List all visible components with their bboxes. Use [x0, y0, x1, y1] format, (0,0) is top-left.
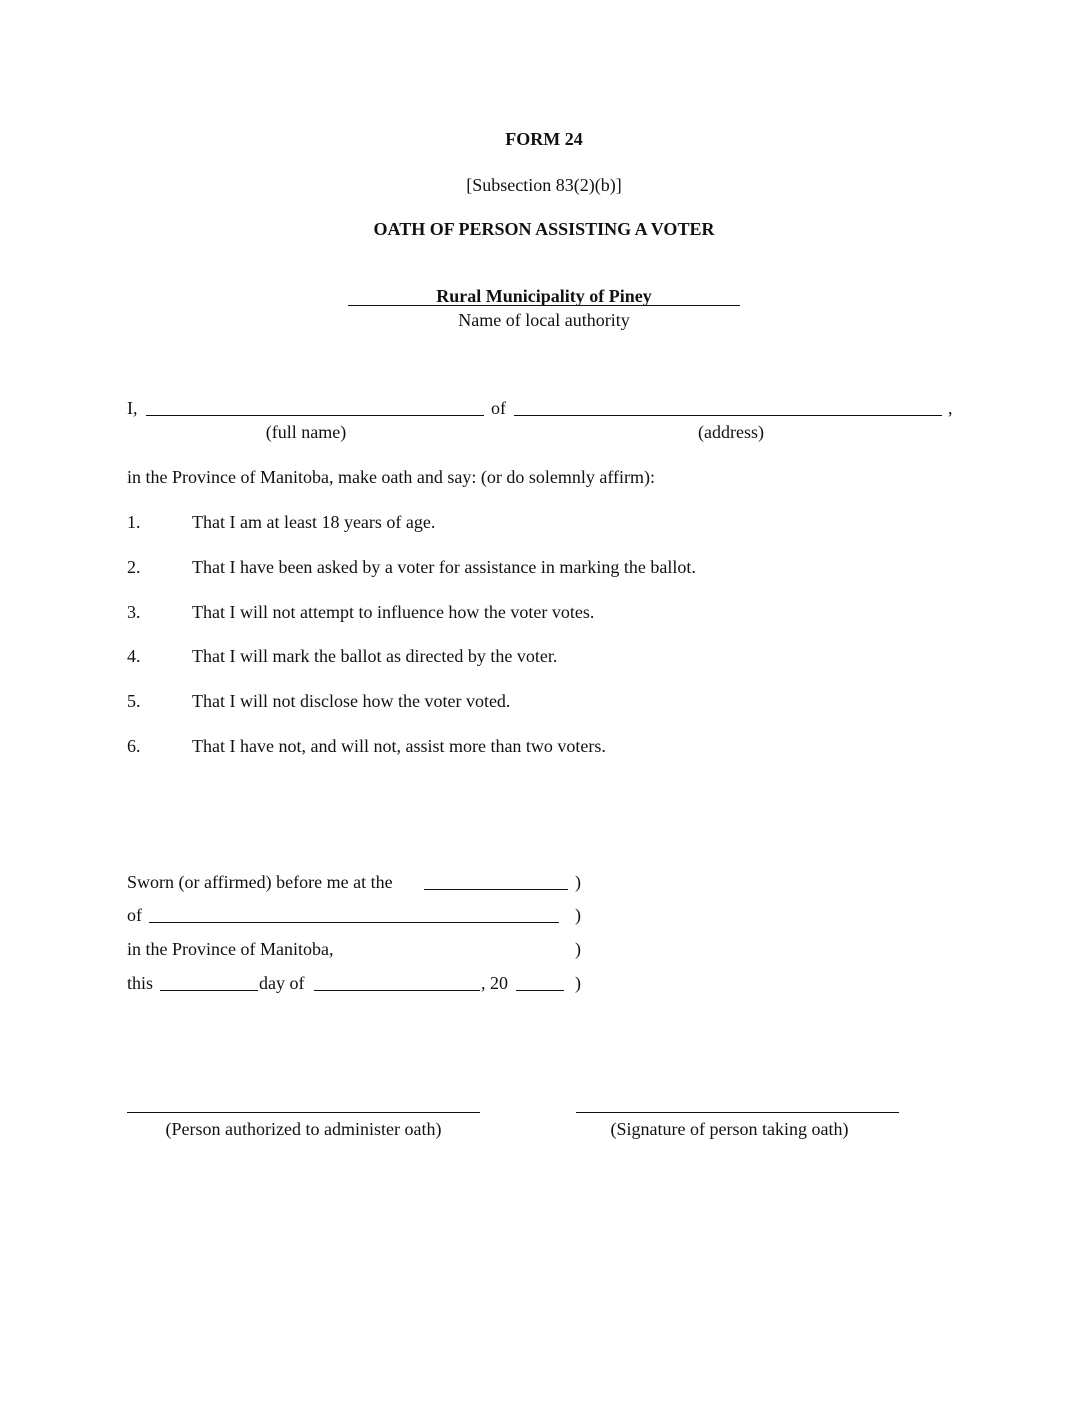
local-authority-field[interactable]: Rural Municipality of Piney — [436, 286, 652, 306]
jurat-bracket: ) — [575, 905, 581, 925]
item-text: That I will not attempt to influence how the voter votes. — [192, 602, 595, 622]
jurat-place-field[interactable] — [424, 889, 568, 890]
jurat-this-label: this — [127, 973, 154, 993]
item-number: 3. — [127, 602, 141, 622]
item-text: That I have been asked by a voter for assistance in marking the ballot. — [192, 557, 696, 577]
oath-intro: in the Province of Manitoba, make oath and say: (or do solemnly affirm): — [127, 467, 656, 487]
local-authority-underline — [348, 305, 740, 306]
item-number: 1. — [127, 512, 141, 532]
item-number: 2. — [127, 557, 141, 577]
administrator-signature-caption: (Person authorized to administer oath) — [165, 1119, 442, 1139]
jurat-bracket: ) — [575, 973, 581, 993]
item-number: 5. — [127, 691, 141, 711]
deponent-signature-field[interactable] — [576, 1112, 899, 1113]
form-number: FORM 24 — [505, 129, 583, 149]
jurat-year-field[interactable] — [516, 990, 564, 991]
full-name-field[interactable] — [146, 415, 484, 416]
jurat-day-field[interactable] — [160, 990, 258, 991]
jurat-province-label: in the Province of Manitoba, — [127, 939, 334, 959]
item-text: That I will mark the ballot as directed by the voter. — [192, 646, 558, 666]
administrator-signature-field[interactable] — [127, 1112, 480, 1113]
item-number: 6. — [127, 736, 141, 756]
jurat-sworn-at-label: Sworn (or affirmed) before me at the — [127, 872, 393, 892]
jurat-municipality-field[interactable] — [149, 922, 559, 923]
jurat-bracket: ) — [575, 939, 581, 959]
item-text: That I have not, and will not, assist more than two voters. — [192, 736, 606, 756]
declarant-comma: , — [948, 398, 953, 418]
item-text: That I am at least 18 years of age. — [192, 512, 436, 532]
item-text: That I will not disclose how the voter voted. — [192, 691, 511, 711]
local-authority-caption: Name of local authority — [458, 310, 630, 330]
subsection-reference: [Subsection 83(2)(b)] — [466, 175, 622, 195]
jurat-of-label: of — [127, 905, 142, 925]
address-caption: (address) — [698, 422, 764, 442]
declarant-prefix: I, — [127, 398, 138, 418]
jurat-day-of-label: day of — [259, 973, 305, 993]
full-name-caption: (full name) — [265, 422, 347, 442]
page-title: OATH OF PERSON ASSISTING A VOTER — [373, 219, 715, 239]
deponent-signature-caption: (Signature of person taking oath) — [610, 1119, 849, 1139]
jurat-bracket: ) — [575, 872, 581, 892]
jurat-year-prefix: , 20 — [481, 973, 508, 993]
declarant-of-label: of — [491, 398, 506, 418]
jurat-month-field[interactable] — [314, 990, 480, 991]
item-number: 4. — [127, 646, 141, 666]
address-field[interactable] — [514, 415, 942, 416]
